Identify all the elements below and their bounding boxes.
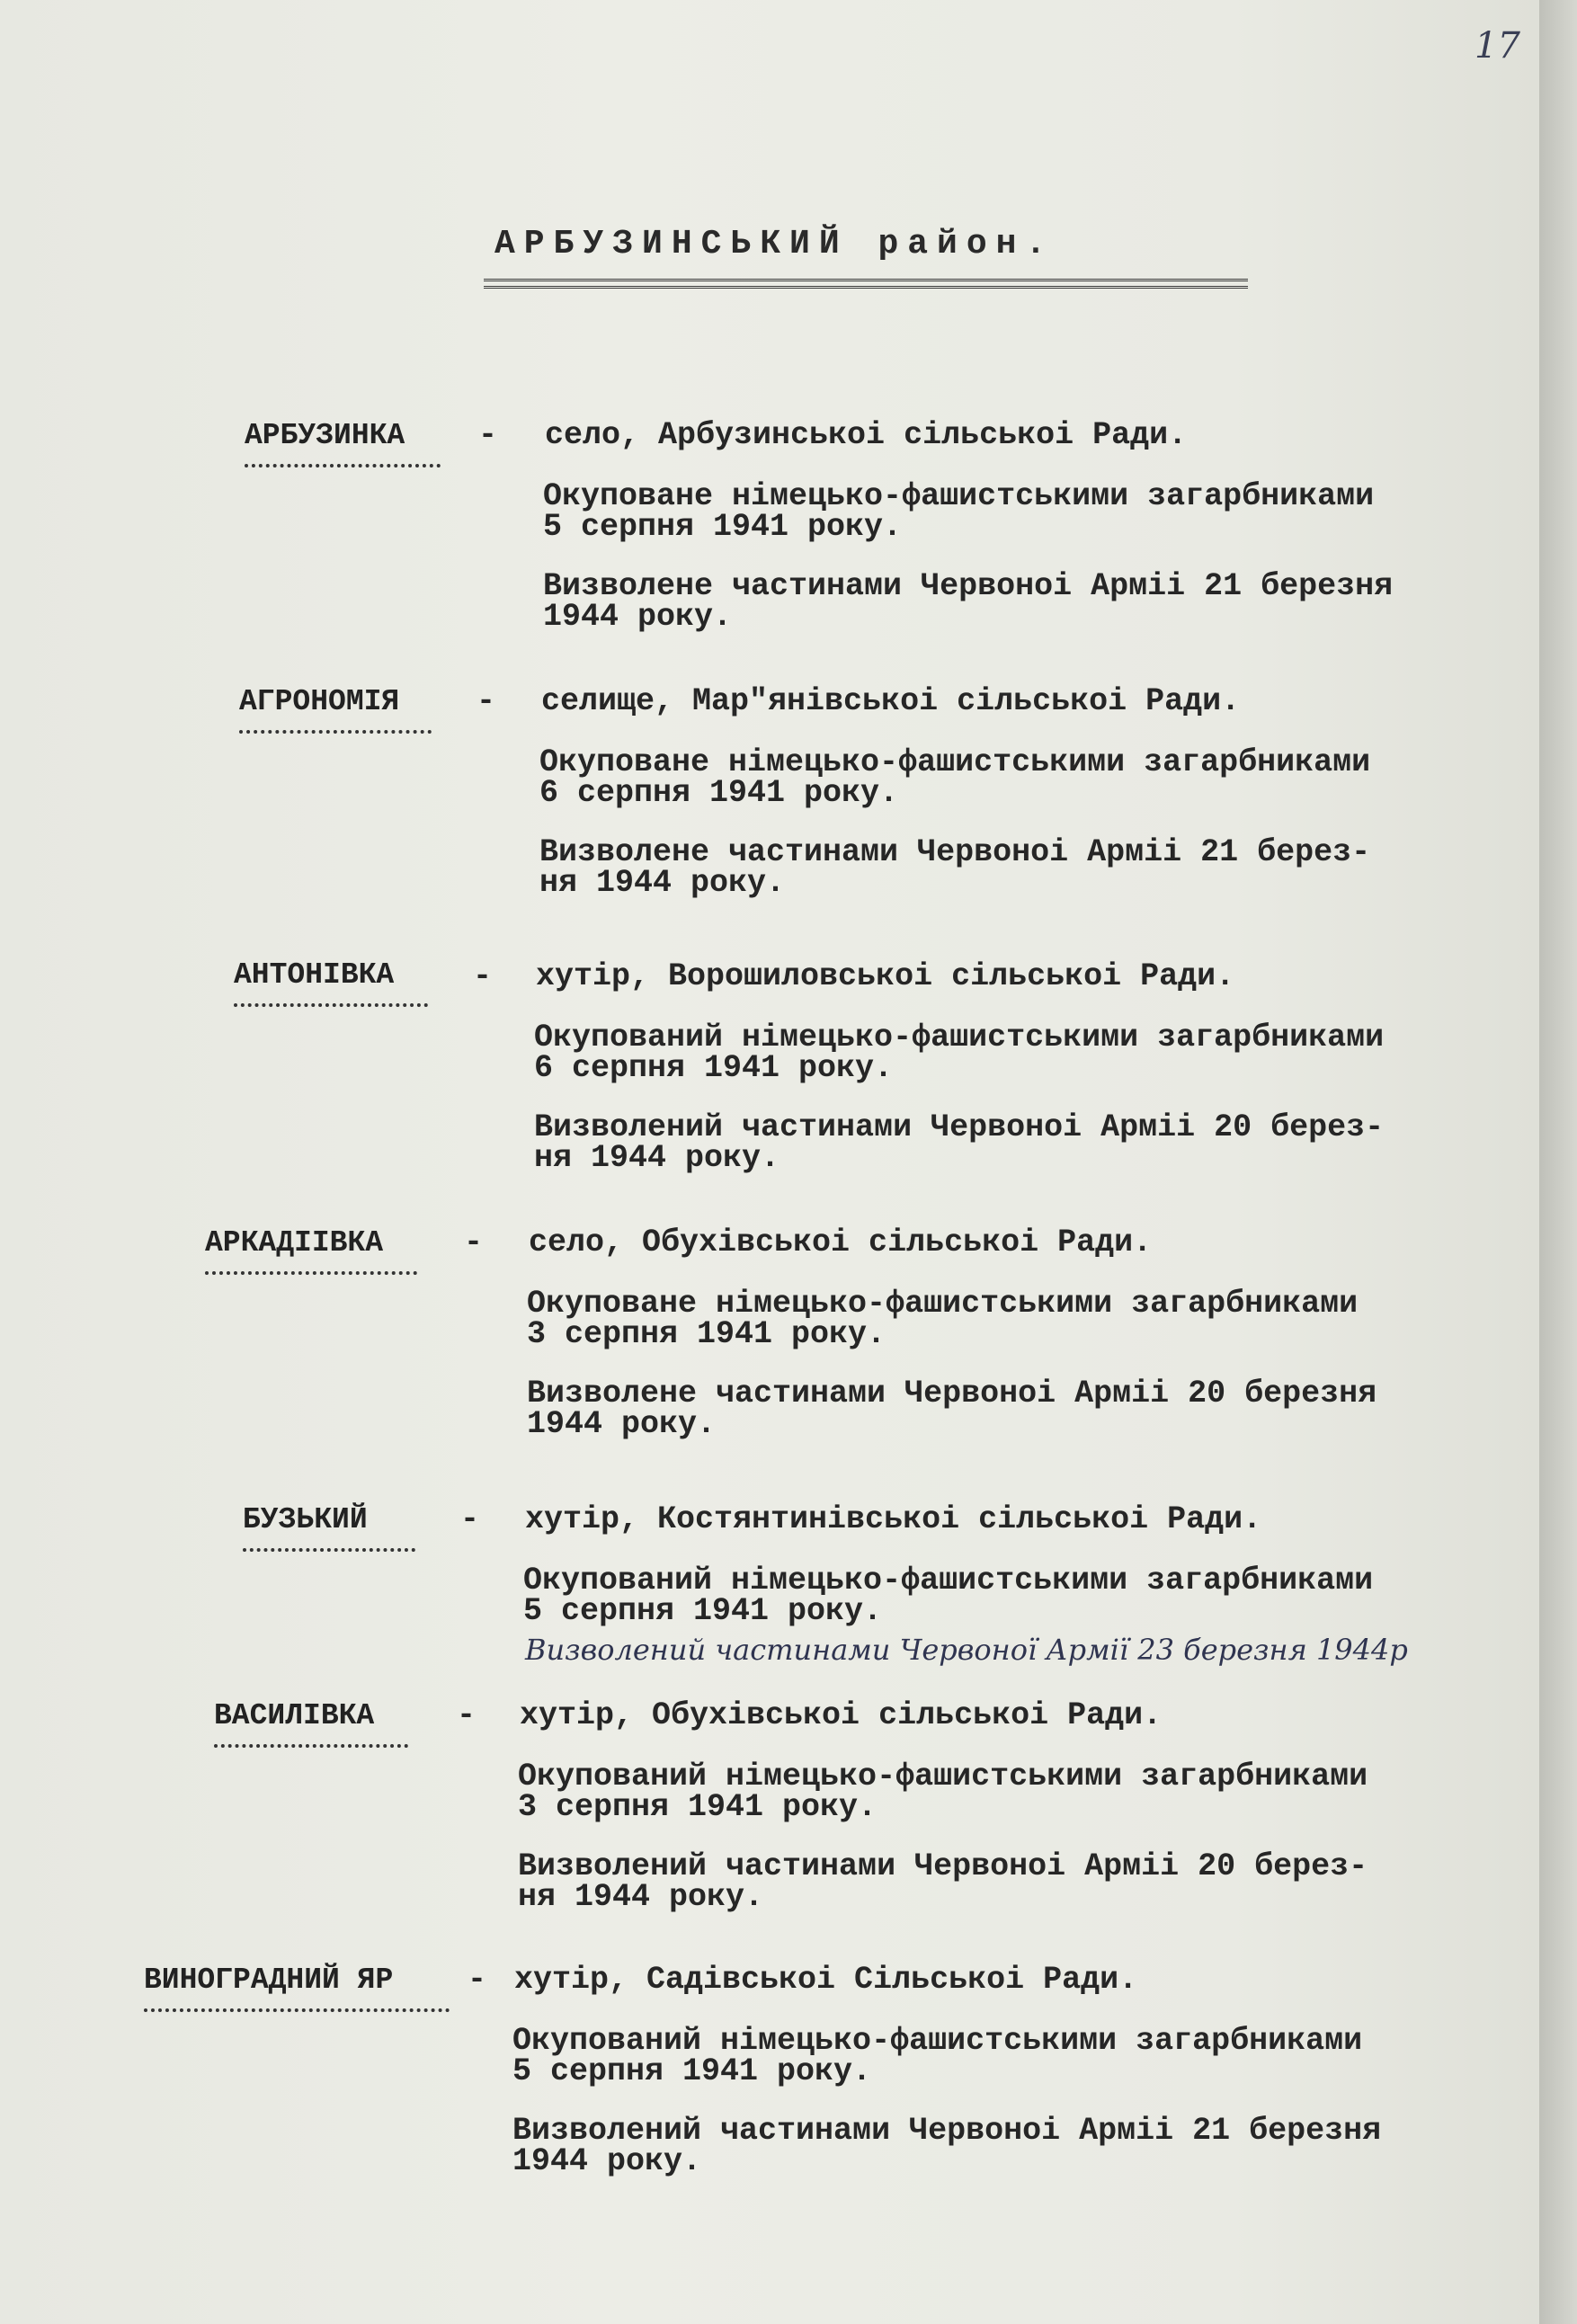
- entry-name-underline: [214, 1739, 408, 1748]
- entry-name: АГРОНОМІЯ: [239, 685, 400, 718]
- entry-line: Визволене частинами Червоноі Арміі 21 берез-: [539, 834, 1371, 870]
- entry-line: село, Арбузинськоі сільськоі Ради.: [545, 417, 1188, 453]
- page-number: 17: [1475, 25, 1520, 67]
- entry-name: АНТОНІВКА: [234, 958, 395, 992]
- entry-line: 6 серпня 1941 року.: [534, 1050, 894, 1086]
- entry-line: ня 1944 року.: [518, 1879, 764, 1915]
- entry-line: ня 1944 року.: [539, 865, 786, 901]
- entry-dash: -: [478, 417, 498, 453]
- entry-name-underline: [205, 1266, 417, 1275]
- page-edge-shadow: [1539, 0, 1577, 2324]
- entry-name: ВАСИЛІВКА: [214, 1699, 375, 1732]
- handwritten-liberation-note: Визволений частинами Червоної Армії 23 березня 1944р: [525, 1633, 1408, 1667]
- entry-line: 5 серпня 1941 року.: [523, 1593, 883, 1629]
- entry-name: ВИНОГРАДНИЙ ЯР: [144, 1963, 394, 1997]
- entry-line: Окупований німецько-фашистськими загарбниками: [534, 1020, 1385, 1055]
- entry-name-underline: [245, 459, 441, 467]
- entry-line: Визволений частинами Червоноі Арміі 21 березня: [512, 2113, 1382, 2149]
- entry-line: Визволений частинами Червоноі Арміі 20 берез-: [534, 1109, 1385, 1145]
- entry-name: АРКАДІІВКА: [205, 1226, 384, 1260]
- entry-line: Окуповане німецько-фашистськими загарбниками: [527, 1286, 1359, 1322]
- entry-line: хутір, Обухівськоі сільськоі Ради.: [520, 1697, 1163, 1733]
- entry-name-underline: [239, 725, 432, 734]
- entry-dash: -: [460, 1501, 480, 1537]
- entry-line: Окуповане німецько-фашистськими загарбниками: [543, 478, 1375, 514]
- entry-line: хутір, Садівськоі Сільськоі Ради.: [514, 1962, 1138, 1998]
- entry-name: АРБУЗИНКА: [245, 419, 405, 452]
- entry-line: село, Обухівськоі сільськоі Ради.: [529, 1224, 1153, 1260]
- entry-line: Окупований німецько-фашистськими загарбниками: [523, 1563, 1374, 1598]
- entry-name-underline: [243, 1543, 415, 1552]
- entry-line: Визволене частинами Червоноі Арміі 21 березня: [543, 568, 1394, 604]
- entry-line: 1944 року.: [543, 599, 733, 635]
- entry-name-underline: [144, 2003, 450, 2012]
- entry-line: хутір, Ворошиловськоі сільськоі Ради.: [536, 958, 1235, 994]
- entry-line: Окупований німецько-фашистськими загарбниками: [512, 2023, 1363, 2059]
- entry-dash: -: [477, 683, 496, 719]
- entry-name: БУЗЬКИЙ: [243, 1503, 368, 1536]
- entry-line: Визволений частинами Червоноі Арміі 20 берез-: [518, 1848, 1368, 1884]
- entry-line: 5 серпня 1941 року.: [512, 2053, 872, 2089]
- entry-line: ня 1944 року.: [534, 1140, 780, 1176]
- page-title: АРБУЗИНСЬКИЙ район.: [494, 225, 1056, 263]
- entry-line: селище, Мар"янівськоі сільськоі Ради.: [541, 683, 1241, 719]
- entry-name-underline: [234, 998, 428, 1007]
- entry-dash: -: [473, 958, 493, 994]
- entry-line: 5 серпня 1941 року.: [543, 509, 903, 545]
- title-double-underline: [484, 279, 1248, 289]
- entry-line: Окупований німецько-фашистськими загарбниками: [518, 1759, 1368, 1794]
- entry-line: 1944 року.: [527, 1406, 717, 1442]
- entry-dash: -: [464, 1224, 484, 1260]
- entry-line: Визволене частинами Червоноі Арміі 20 березня: [527, 1376, 1377, 1411]
- entry-line: 1944 року.: [512, 2143, 702, 2179]
- entry-line: 3 серпня 1941 року.: [518, 1789, 878, 1825]
- entry-dash: -: [457, 1697, 477, 1733]
- entry-dash: -: [468, 1962, 487, 1998]
- entry-line: 6 серпня 1941 року.: [539, 775, 899, 811]
- entry-line: 3 серпня 1941 року.: [527, 1316, 887, 1352]
- entry-line: хутір, Костянтинівськоі сільськоі Ради.: [525, 1501, 1262, 1537]
- entry-line: Окуповане німецько-фашистськими загарбниками: [539, 744, 1371, 780]
